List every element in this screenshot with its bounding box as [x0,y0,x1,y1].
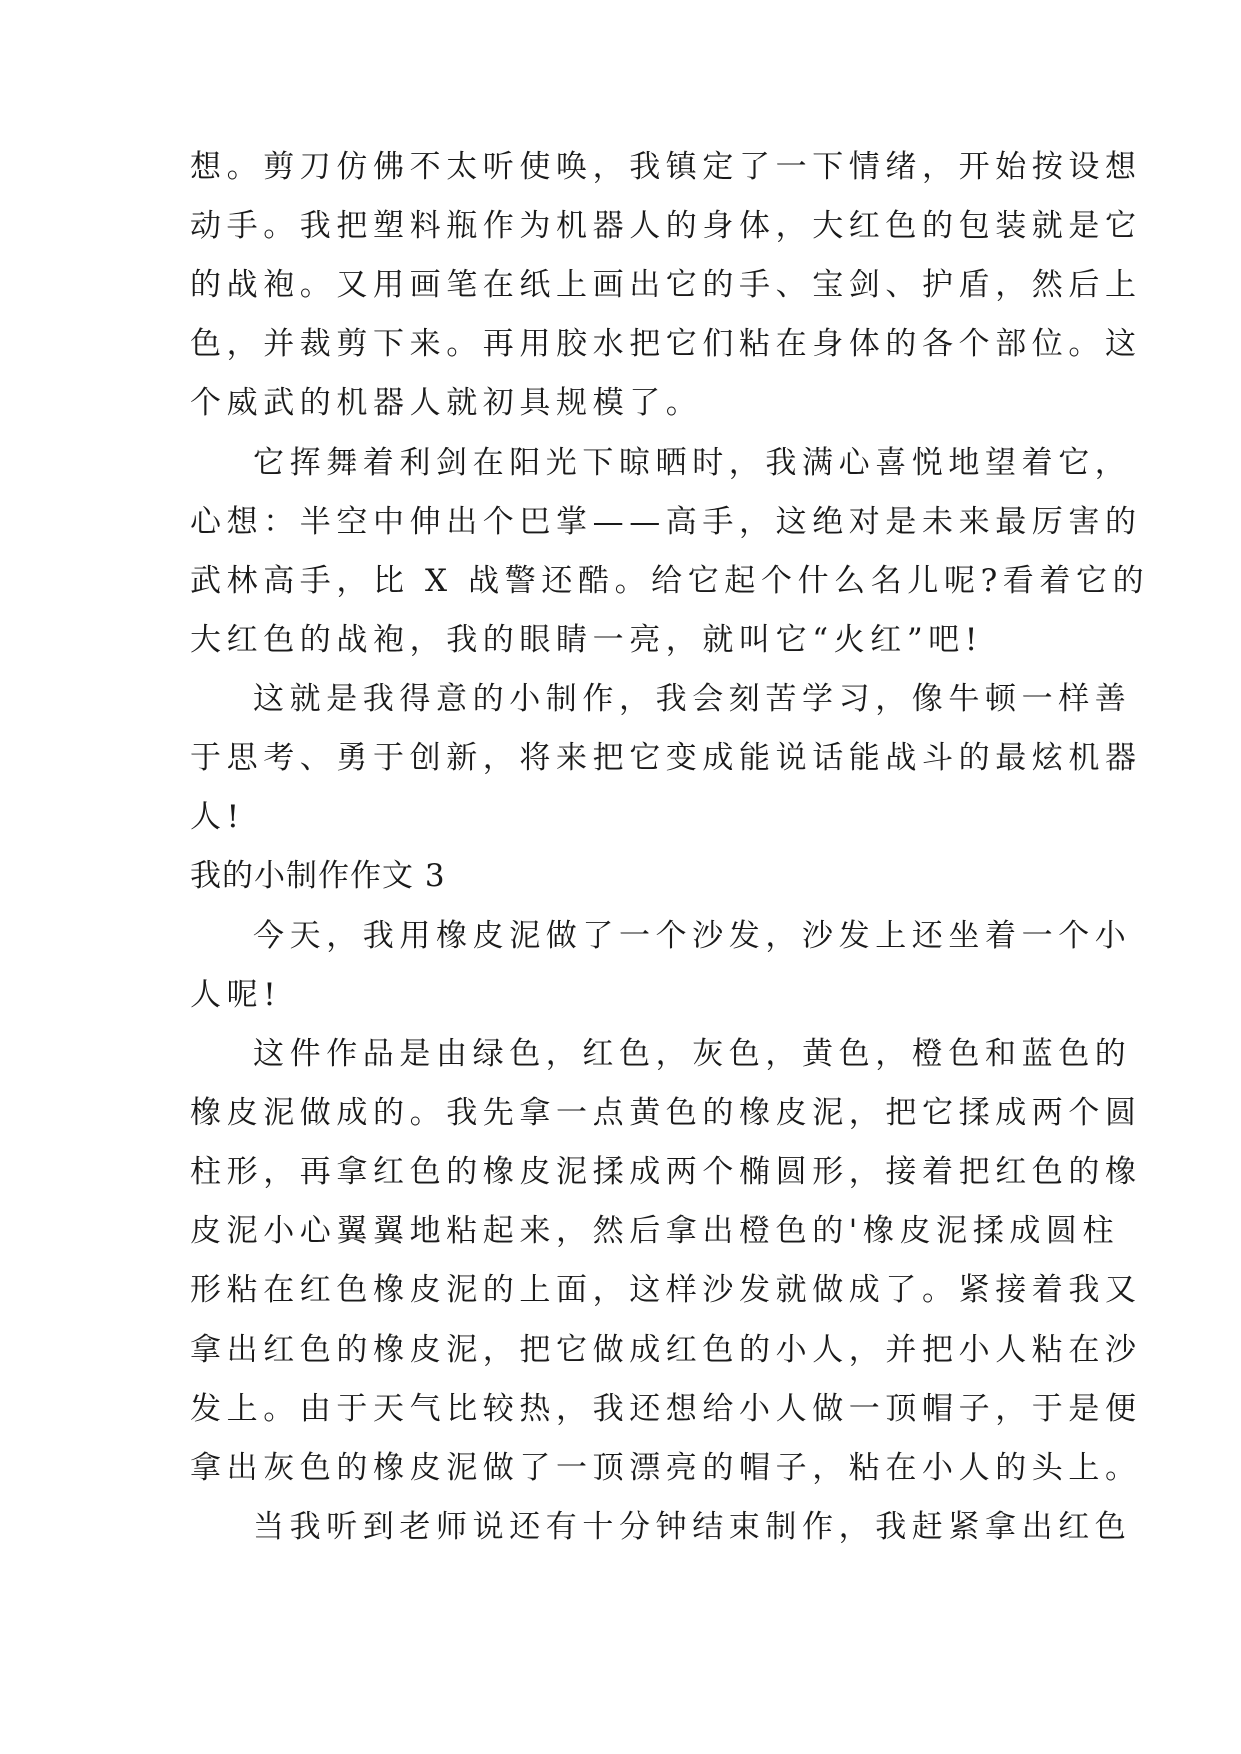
text-line: 武林高手，比 X 战警还酷。给它起个什么名儿呢?看着它的 [190,563,1150,599]
paragraph-start-line: 当我听到老师说还有十分钟结束制作，我赶紧拿出红色 [253,1509,1132,1545]
paragraph-start-line: 今天，我用橡皮泥做了一个沙发，沙发上还坐着一个小 [253,918,1132,954]
paragraph-start-line: 它挥舞着利剑在阳光下晾晒时，我满心喜悦地望着它， [253,445,1132,481]
text-line: 色，并裁剪下来。再用胶水把它们粘在身体的各个部位。这 [190,326,1142,362]
text-line: 人呢! [190,977,282,1013]
section-heading: 我的小制作作文 3 [190,858,446,894]
text-line: 于思考、勇于创新，将来把它变成能说话能战斗的最炫机器 [190,740,1142,776]
text-line: 心想：半空中伸出个巴掌——高手，这绝对是未来最厉害的 [190,504,1142,540]
text-line: 形粘在红色橡皮泥的上面，这样沙发就做成了。紧接着我又 [190,1272,1142,1308]
text-line: 拿出红色的橡皮泥，把它做成红色的小人，并把小人粘在沙 [190,1332,1142,1368]
text-line: 橡皮泥做成的。我先拿一点黄色的橡皮泥，把它揉成两个圆 [190,1095,1142,1131]
paragraph-start-line: 这件作品是由绿色，红色，灰色，黄色，橙色和蓝色的 [253,1036,1132,1072]
text-line: 动手。我把塑料瓶作为机器人的身体，大红色的包装就是它 [190,208,1142,244]
text-line: 皮泥小心翼翼地粘起来，然后拿出橙色的'橡皮泥揉成圆柱 [190,1213,1120,1249]
text-line: 人! [190,799,245,835]
text-line: 个威武的机器人就初具规模了。 [190,385,703,421]
text-line: 想。剪刀仿佛不太听使唤，我镇定了一下情绪，开始按设想 [190,149,1142,185]
text-line: 的战袍。又用画笔在纸上画出它的手、宝剑、护盾，然后上 [190,267,1142,303]
text-line: 大红色的战袍，我的眼睛一亮，就叫它“火红”吧! [190,622,983,658]
text-line: 拿出灰色的橡皮泥做了一顶漂亮的帽子，粘在小人的头上。 [190,1450,1142,1486]
paragraph-start-line: 这就是我得意的小制作，我会刻苦学习，像牛顿一样善 [253,681,1132,717]
text-line: 发上。由于天气比较热，我还想给小人做一顶帽子，于是便 [190,1391,1142,1427]
text-line: 柱形，再拿红色的橡皮泥揉成两个椭圆形，接着把红色的橡 [190,1154,1142,1190]
